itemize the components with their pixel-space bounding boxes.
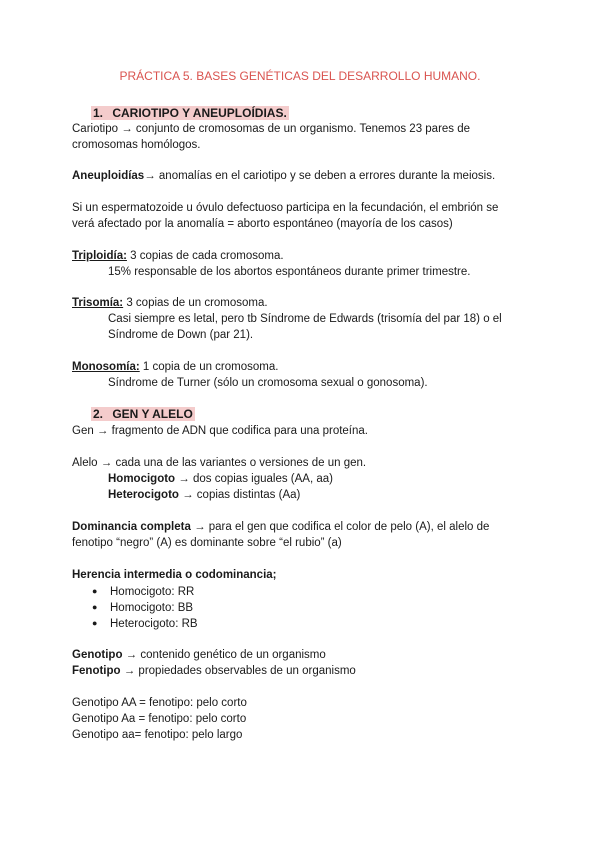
- genotipo-example: Genotipo AA = fenotipo: pelo corto: [72, 697, 247, 709]
- term-fenotipo: Fenotipo: [72, 665, 121, 677]
- bullet-icon: ●: [92, 618, 98, 628]
- alelo-definition: Alelo → cada una de las variantes o versiones de un gen.: [72, 457, 367, 469]
- cariotipo-definition-line-2: cromosomas homólogos.: [72, 139, 201, 151]
- section-title: CARIOTIPO Y ANEUPLOÍDIAS.: [112, 106, 287, 120]
- section-number: 2.: [93, 407, 104, 421]
- genotipo-text: → contenido genético de un organismo: [122, 649, 326, 661]
- fecundacion-paragraph-line-2: verá afectado por la anomalía = aborto espontáneo (mayoría de los casos): [72, 218, 453, 230]
- homocigoto-text: → dos copias iguales (AA, aa): [175, 473, 333, 485]
- section-1-heading: [91, 105, 289, 121]
- monosomia-text: 1 copia de un cromosoma.: [139, 361, 279, 373]
- dominancia-definition-line-2: fenotipo “negro” (A) es dominante sobre “el rubio” (a): [72, 537, 342, 549]
- list-item: [92, 583, 194, 600]
- herencia-heading: [72, 567, 277, 583]
- trisomia-note-line-1: Casi siempre es letal, pero tb Síndrome de Edwards (trisomía del par 18) o el: [108, 313, 502, 325]
- monosomia-note: Síndrome de Turner (sólo un cromosoma sexual o gonosoma).: [108, 377, 428, 389]
- term-aneuploidias: Aneuploidías: [72, 170, 145, 182]
- term-monosomia: Monosomía:: [72, 361, 140, 373]
- section-2-heading: [91, 406, 195, 422]
- trisomia-note-line-2: Síndrome de Down (par 21).: [108, 329, 254, 341]
- section-title: GEN Y ALELO: [112, 407, 193, 421]
- bullet-icon: ●: [92, 586, 98, 596]
- heterocigoto-text: → copias distintas (Aa): [178, 489, 301, 501]
- trisomia-definition: [72, 295, 268, 311]
- fenotipo-text: → propiedades observables de un organismo: [120, 665, 356, 677]
- gen-definition: Gen → fragmento de ADN que codifica para una proteína.: [72, 425, 368, 437]
- monosomia-definition: [72, 359, 278, 375]
- homocigoto-definition: [108, 471, 333, 487]
- trisomia-text: 3 copias de un cromosoma.: [123, 297, 268, 309]
- triploidia-text: 3 copias de cada cromosoma.: [126, 250, 284, 262]
- list-item: [92, 615, 198, 632]
- list-item-text: Heterocigoto: RB: [110, 618, 198, 630]
- list-item: [92, 599, 193, 616]
- section-number: 1.: [93, 106, 104, 120]
- term-heterocigoto: Heterocigoto: [108, 489, 179, 501]
- page-title: PRÁCTICA 5. BASES GENÉTICAS DEL DESARROLLO HUMANO.: [119, 69, 481, 83]
- list-item-text: Homocigoto: BB: [110, 602, 194, 614]
- genotipo-example: Genotipo Aa = fenotipo: pelo corto: [72, 713, 247, 725]
- aneuploidias-text: → anomalías en el cariotipo y se deben a errores durante la meiosis.: [144, 170, 496, 182]
- herencia-heading-text: Herencia intermedia o codominancia;: [72, 569, 277, 581]
- term-trisomia: Trisomía:: [72, 297, 124, 309]
- term-triploidia: Triploidía:: [72, 250, 127, 262]
- genotipo-example: Genotipo aa= fenotipo: pelo largo: [72, 729, 243, 741]
- term-genotipo: Genotipo: [72, 649, 123, 661]
- triploidia-definition: [72, 248, 284, 264]
- heterocigoto-definition: [108, 487, 300, 503]
- cariotipo-definition-line-1: Cariotipo → conjunto de cromosomas de un organismo. Tenemos 23 pares de: [72, 123, 471, 135]
- genotipo-definition: [72, 647, 326, 663]
- dominancia-text: → para el gen que codifica el color de pelo (A), el alelo de: [190, 521, 490, 533]
- triploidia-note: 15% responsable de los abortos espontáneos durante primer trimestre.: [108, 266, 471, 278]
- bullet-icon: ●: [92, 602, 98, 612]
- dominancia-definition-line-1: [72, 519, 489, 535]
- term-homocigoto: Homocigoto: [108, 473, 176, 485]
- fecundacion-paragraph-line-1: Si un espermatozoide u óvulo defectuoso participa en la fecundación, el embrión se: [72, 202, 499, 214]
- aneuploidias-definition: [72, 168, 495, 184]
- term-dominancia-completa: Dominancia completa: [72, 521, 191, 533]
- fenotipo-definition: [72, 663, 356, 679]
- list-item-text: Homocigoto: RR: [110, 586, 195, 598]
